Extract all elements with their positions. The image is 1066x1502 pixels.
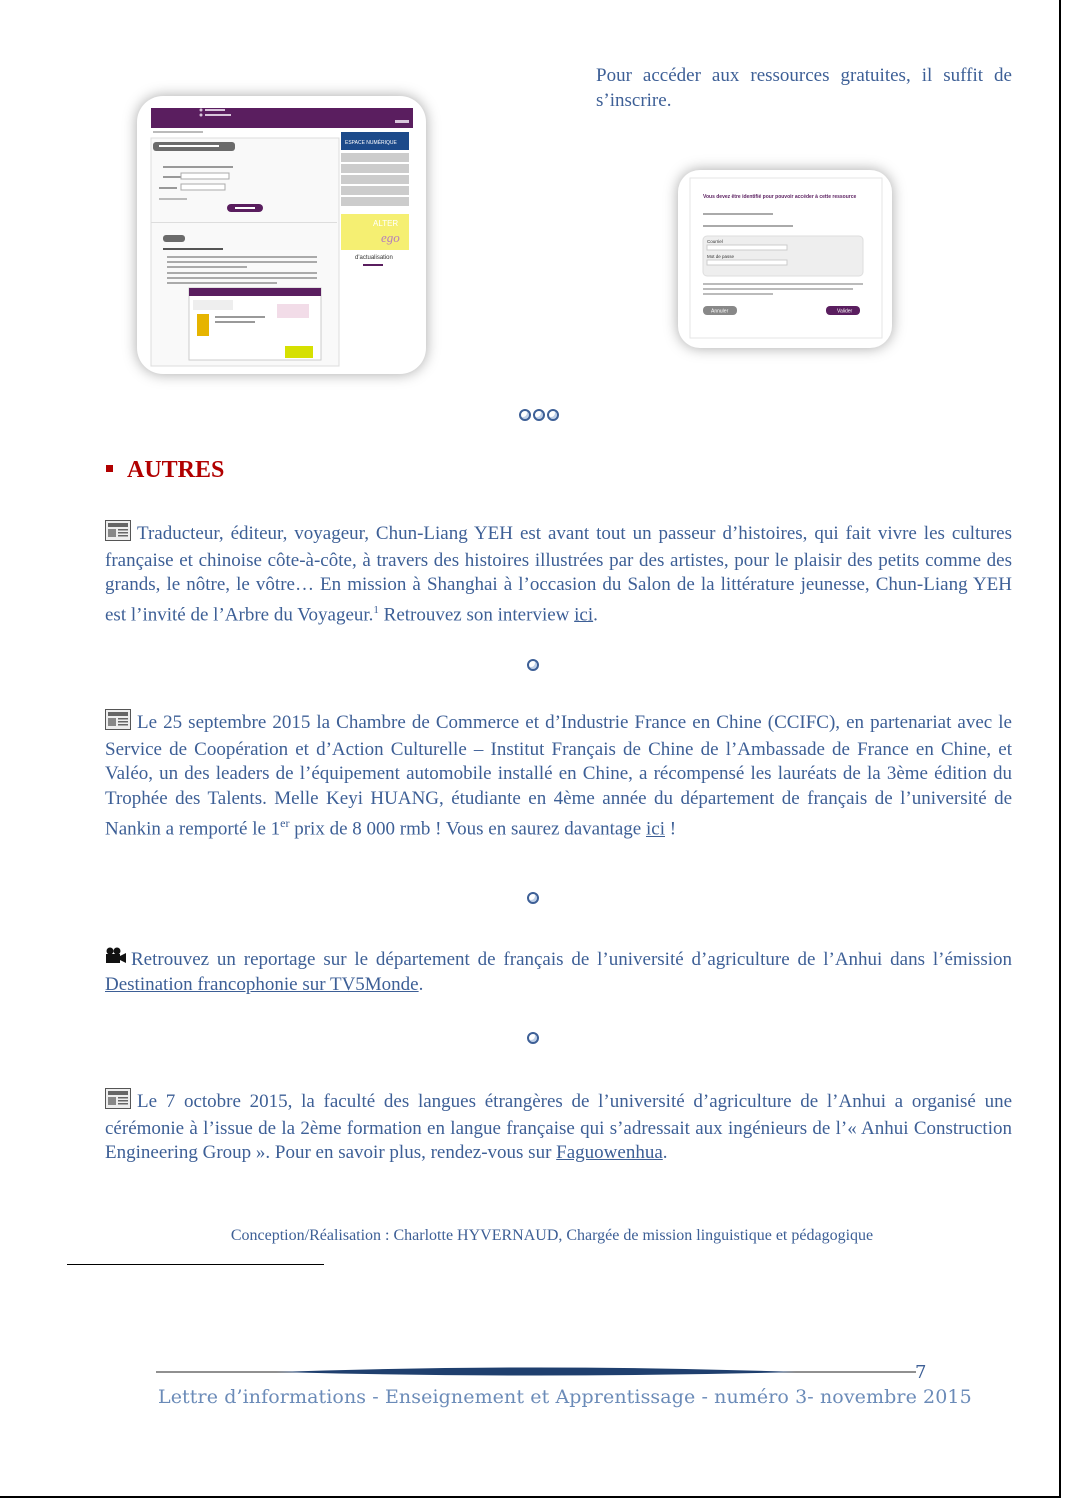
validate-button-label: Valider <box>837 308 853 315</box>
p1-text: Traducteur, éditeur, voyageur, Chun-Liang YEH est avant tout un passeur d’histoires, qui fait vivre les cultures française et chinoise côte-à-côte, à travers des histoires illustrées par des artistes, pour le plaisir des petits comme des grands, le nôtre, le vôtre… En mission à Shanghai à l’occasion du Salon de la littérature jeunesse, Chun-Liang YEH est l’invité de l’Arbre du Voyageur. <box>105 523 1012 626</box>
cancel-button-label: Annuler <box>711 308 729 315</box>
p2-after: prix de 8 000 rmb ! Vous en saurez davantage <box>289 818 646 840</box>
newspaper-icon <box>105 520 131 549</box>
page-number: 7 <box>915 1362 927 1383</box>
tv5monde-link[interactable]: Destination francophonie sur TV5Monde <box>105 973 419 995</box>
faguowenhua-link[interactable]: Faguowenhua <box>556 1142 663 1164</box>
sidebar-title: ESPACE NUMÉRIQUE <box>345 140 397 146</box>
section-title: AUTRES <box>127 457 225 483</box>
separator <box>0 1031 1066 1049</box>
intro-text: Pour accéder aux ressources gratuites, il suffit de s’inscrire. <box>596 65 1012 111</box>
login-heading: Vous devez être identifié pour pouvoir accéder à cette ressource <box>703 194 857 200</box>
website-screenshot-left <box>137 96 426 374</box>
paragraph-chun-liang-yeh <box>105 520 1012 628</box>
section-heading <box>106 457 224 484</box>
separator <box>0 891 1066 909</box>
p1-end: . <box>593 604 598 626</box>
separator-triple <box>6 408 1066 426</box>
movie-camera-icon <box>105 947 127 972</box>
square-bullet-icon <box>106 465 113 472</box>
p3-end: . <box>418 973 424 995</box>
p2-ordinal-sup: er <box>280 816 290 831</box>
field-password-label: Mot de passe <box>707 254 735 259</box>
field-courriel-label: Courriel <box>707 239 723 244</box>
trophee-link[interactable]: ici <box>646 818 665 840</box>
separator <box>0 658 1066 676</box>
paragraph-reportage-tv5monde <box>105 947 1012 997</box>
promo-word-1: ALTER <box>373 219 399 228</box>
hollow-circle-icon <box>527 892 539 904</box>
interview-link[interactable]: ici <box>574 604 594 626</box>
paragraph-trophee-des-talents <box>105 709 1012 842</box>
promo-word-2: ego <box>381 230 400 245</box>
hollow-circle-icon <box>527 659 539 671</box>
footer-rule <box>156 1365 916 1379</box>
p4-end: . <box>662 1142 668 1164</box>
paragraph-formation-anhui <box>105 1088 1012 1166</box>
footer-title: Lettre d’informations - Enseignement et Apprentissage - numéro 3- novembre 2015 <box>158 1386 972 1408</box>
newspaper-icon <box>105 1088 131 1117</box>
p1-after: Retrouvez son interview <box>378 604 575 626</box>
footnote-rule <box>67 1264 324 1265</box>
p4-text: Le 7 octobre 2015, la faculté des langues étrangères de l’université d’agriculture de l’Anhui a organisé une cérémonie à l’issue de la 2ème formation en langue française qui s’adressait aux ingénieurs de l’« Anhui Construction Engineering Group ». Pour en savoir plus, rendez-vous sur <box>105 1091 1012 1164</box>
hollow-circle-icon <box>527 1032 539 1044</box>
p2-end: ! <box>665 818 677 840</box>
p3-text: Retrouvez un reportage sur le département de français de l’université d’agriculture de l’Anhui dans l’émission <box>131 949 1012 970</box>
footnote-ref[interactable]: 1 <box>373 603 379 616</box>
hollow-circle-icon <box>533 409 545 421</box>
p2-text: Le 25 septembre 2015 la Chambre de Commerce et d’Industrie France en Chine (CCIFC), en partenariat avec le Service de Coopération et d’Action Culturelle – Institut Français de Chine de l’Ambassade de France en Chine, et Valéo, un des leaders de l’équipement automobile installé en Chine, a récompensé les lauréats de la 3ème édition du Trophée des Talents. Melle Keyi HUANG, étudiante en 4ème année du département de français de l’université de Nankin a remporté le 1 <box>105 712 1012 840</box>
credits: Conception/Réalisation : Charlotte HYVERNAUD, Chargée de mission linguistique et pédagogique <box>230 1227 874 1244</box>
promo-caption: d'actualisation <box>355 255 393 261</box>
hollow-circle-icon <box>519 409 531 421</box>
newspaper-icon <box>105 709 131 738</box>
hollow-circle-icon <box>547 409 559 421</box>
login-dialog-screenshot <box>678 170 892 348</box>
